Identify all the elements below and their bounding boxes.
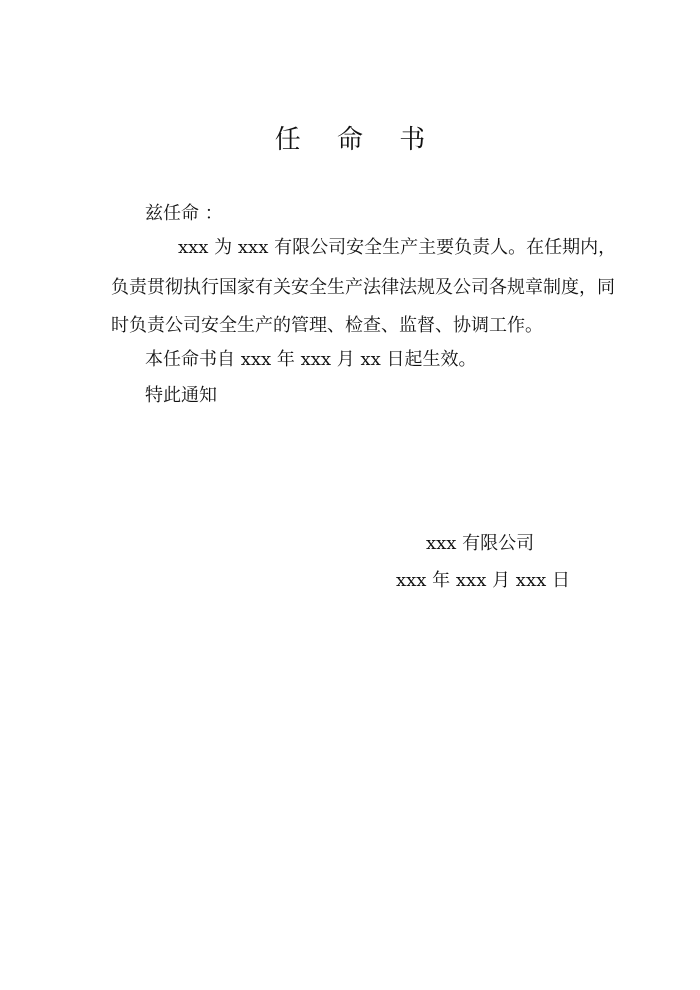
effective-date-line: 本任命书自 xxx 年 xxx 月 xx 日起生效。 [145, 349, 477, 370]
document-title: 任 命 书 [274, 125, 440, 155]
greeting-line: 兹任命 ： [145, 203, 223, 224]
body-line-1: xxx 为 xxx 有限公司安全生产主要负责人。在任期内， [178, 237, 617, 258]
body-line-3: 时负责公司安全生产的管理、检查、监督、协调工作。 [111, 315, 543, 336]
signature-company: xxx 有限公司 [426, 533, 535, 554]
signature-date: xxx 年 xxx 月 xxx 日 [396, 570, 570, 591]
body-line-2: 负责贯彻执行国家有关安全生产法律法规及公司各规章制度，同 [111, 277, 615, 298]
notice-line: 特此通知 [145, 385, 217, 406]
